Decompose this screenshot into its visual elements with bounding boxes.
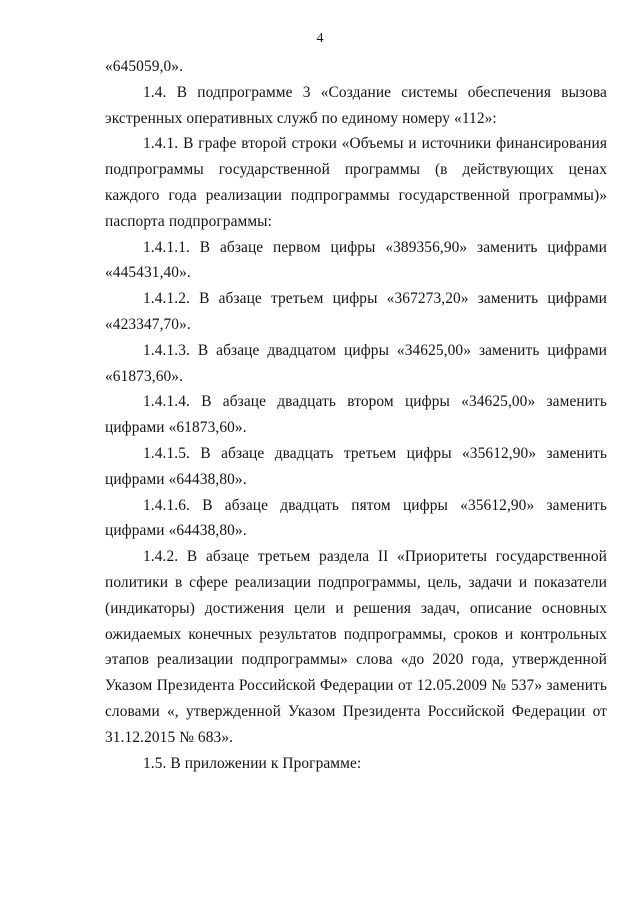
paragraph-1-5: 1.5. В приложении к Программе: <box>143 754 362 772</box>
paragraph-1-4: 1.4. В подпрограмме 3 «Создание системы обеспечения вызова экстренных оперативных служб по единому номеру «112»: <box>105 83 607 127</box>
paragraph-1-4-2: 1.4.2. В абзаце третьем раздела II «Приоритеты государственной политики в сфере реализации подпрограммы, цель, задачи и показатели (индикаторы) достижения цели и решения задач, описание основных ожидаемых конечных результатов подпрограммы, сроков и контрольных этапов реализации подпрограммы» слова «до 2020 года, утвержденной Указом Президента Российской Федерации от 12.05.2009 № 537» заменить словами «, утвержденной Указом Президента Российской Федерации от 31.12.2015 № 683». <box>105 548 607 746</box>
paragraph-1-4-1-6: 1.4.1.6. В абзаце двадцать пятом цифры «35612,90» заменить цифрами «64438,80». <box>105 496 607 540</box>
document-body <box>105 54 607 776</box>
paragraph-1-4-1-3: 1.4.1.3. В абзаце двадцатом цифры «34625,00» заменить цифрами «61873,60». <box>105 341 607 385</box>
paragraph-1-4-1-1: 1.4.1.1. В абзаце первом цифры «389356,90» заменить цифрами «445431,40». <box>105 238 607 282</box>
paragraph-1-4-1: 1.4.1. В графе второй строки «Объемы и источники финансирования подпрограммы государственной программы (в действующих ценах каждого года реализации подпрограммы государственной программы)» паспорта подпрограммы: <box>105 135 607 230</box>
paragraph-1-4-1-2: 1.4.1.2. В абзаце третьем цифры «367273,20» заменить цифрами «423347,70». <box>105 290 607 333</box>
paragraph-1-4-1-4: 1.4.1.4. В абзаце двадцать втором цифры «34625,00» заменить цифрами «61873,60». <box>105 393 607 437</box>
paragraph-1-4-1-5: 1.4.1.5. В абзаце двадцать третьем цифры «35612,90» заменить цифрами «64438,80». <box>105 444 607 488</box>
paragraph-continuation: «645059,0». <box>105 58 184 75</box>
page-number: 4 <box>316 31 324 46</box>
